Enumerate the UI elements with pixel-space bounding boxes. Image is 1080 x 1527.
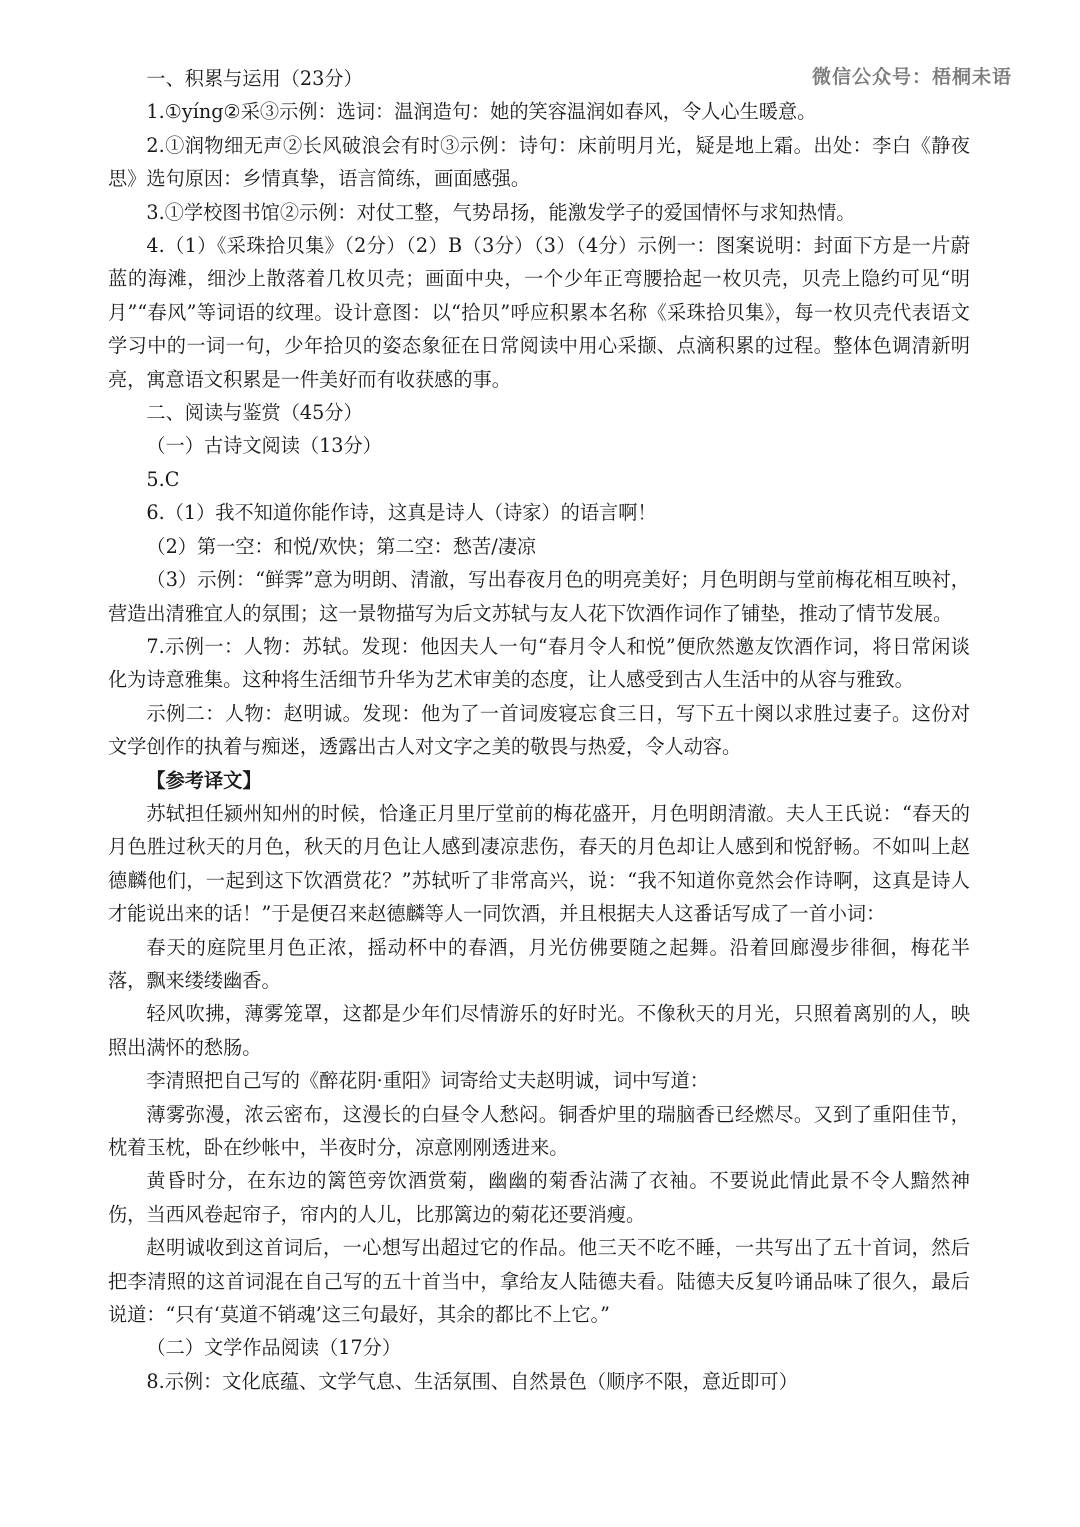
answer-paragraph: 2.①润物细无声②长风破浪会有时③示例：诗句：床前明月光，疑是地上霜。出处：李白《静夜思》选句原因：乡情真挚，语言简练，画面感强。 xyxy=(108,133,970,191)
section-heading: 二、阅读与鉴赏（45分） xyxy=(146,401,363,425)
translation-paragraph: 苏轼担任颍州知州的时候，恰逢正月里厅堂前的梅花盛开，月色明朗清澈。夫人王氏说：“春天的月色胜过秋天的月色，秋天的月色让人感到凄凉悲伤，春天的月色却让人感到和悦舒畅。不如叫上赵德麟他们，一起到这下饮酒赏花？”苏轼听了非常高兴，说：“我不知道你竟然会作诗啊，这真是诗人才能说出来的话！”于是便召来赵德麟等人一同饮酒，并且根据夫人这番话写成了一首小词： xyxy=(108,801,970,926)
answer-paragraph: 3.①学校图书馆②示例：对仗工整，气势昂扬，能激发学子的爱国情怀与求知热情。 xyxy=(146,200,856,224)
translation-paragraph: 赵明诚收到这首词后，一心想写出超过它的作品。他三天不吃不睡，一共写出了五十首词，然后把李清照的这首词混在自己写的五十首当中，拿给友人陆德夫看。陆德夫反复吟诵品味了很久，最后说道：“只有‘莫道不销魂’这三句最好，其余的都比不上它。” xyxy=(108,1236,970,1327)
translation-paragraph: 薄雾弥漫，浓云密布，这漫长的白昼令人愁闷。铜香炉里的瑞脑香已经燃尽。又到了重阳佳节，枕着玉枕，卧在纱帐中，半夜时分，凉意刚刚透进来。 xyxy=(108,1102,970,1159)
translation-paragraph: 春天的庭院里月色正浓，摇动杯中的春酒，月光仿佛要随之起舞。沿着回廊漫步徘徊，梅花半落，飘来缕缕幽香。 xyxy=(108,935,970,992)
answer-paragraph: （3）示例：“鲜霁”意为明朗、清澈，写出春夜月色的明亮美好；月色明朗与堂前梅花相互映衬，营造出清雅宜人的氛围；这一景物描写为后文苏轼与友人花下饮酒作词作了铺垫，推动了情节发展。 xyxy=(108,568,970,625)
translation-paragraph: 轻风吹拂，薄雾笼罩，这都是少年们尽情游乐的好时光。不像秋天的月光，只照着离别的人，映照出满怀的愁肠。 xyxy=(108,1002,970,1059)
section-heading: 一、积累与运用（23分） xyxy=(146,67,363,90)
answer-paragraph: 4.（1）《采珠拾贝集》（2分）（2）B（3分）（3）（4分）示例一：图案说明：封面下方是一片蔚蓝的海滩，细沙上散落着几枚贝壳；画面中央，一个少年正弯腰拾起一枚贝壳，贝壳上隐约可见“明月”“春风”等词语的纹理。设计意图：以“拾贝”呼应积累本名称《采珠拾贝集》，每一枚贝壳代表语文学习中的一词一句，少年拾贝的姿态象征在日常阅读中用心采撷、点滴积累的过程。整体色调清新明亮，寓意语文积累是一件美好而有收获感的事。 xyxy=(108,234,970,391)
answer-paragraph: 8.示例：文化底蕴、文学气息、生活氛围、自然景色（顺序不限，意近即可） xyxy=(146,1369,798,1393)
subsection-heading: （一）古诗文阅读（13分） xyxy=(146,434,382,458)
answer-paragraph: 5.C xyxy=(146,467,180,491)
answer-content xyxy=(108,62,970,1398)
subsection-heading: （二）文学作品阅读（17分） xyxy=(146,1336,402,1360)
answer-paragraph: （2）第一空：和悦/欢快；第二空：愁苦/凄凉 xyxy=(146,534,537,558)
answer-paragraph: 7.示例一：人物：苏轼。发现：他因夫人一句“春月令人和悦”便欣然邀友饮酒作词，将日常闲谈化为诗意雅集。这种将生活细节升华为艺术审美的态度，让人感受到古人生活中的从容与雅致。 xyxy=(108,634,970,692)
translation-heading: 【参考译文】 xyxy=(146,768,262,792)
translation-paragraph: 黄昏时分，在东边的篱笆旁饮酒赏菊，幽幽的菊香沾满了衣袖。不要说此情此景不令人黯然神伤，当西风卷起帘子，帘内的人儿，比那篱边的菊花还要消瘦。 xyxy=(108,1169,970,1226)
watermark: 微信公众号：梧桐未语 xyxy=(811,66,1012,88)
translation-paragraph: 李清照把自己写的《醉花阴·重阳》词寄给丈夫赵明诚，词中写道： xyxy=(146,1069,709,1093)
answer-paragraph: 6.（1）我不知道你能作诗，这真是诗人（诗家）的语言啊！ xyxy=(146,501,657,525)
answer-paragraph: 示例二：人物：赵明诚。发现：他为了一首词废寝忘食三日，写下五十阕以求胜过妻子。这份对文学创作的执着与痴迷，透露出古人对文字之美的敬畏与热爱，令人动容。 xyxy=(108,701,970,759)
answer-paragraph: 1.①yíng②采③示例：选词：温润造句：她的笑容温润如春风，令人心生暖意。 xyxy=(146,100,817,124)
